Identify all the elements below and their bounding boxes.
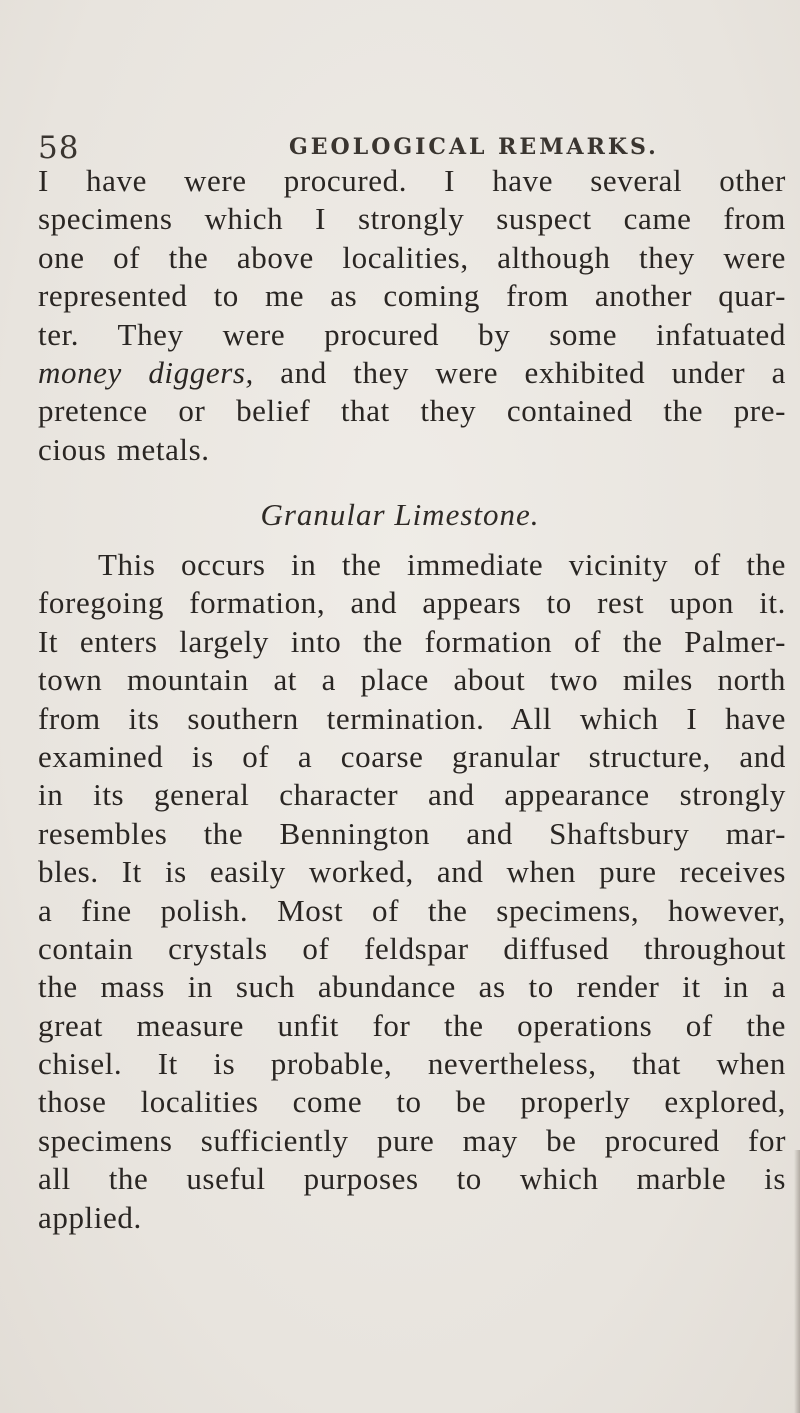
paragraph-line: contain crystals of feldspar diffused throughout [38,930,786,966]
paragraph-line: chisel. It is probable, nevertheless, that when [38,1046,786,1082]
paragraph-line: I have were procured. I have several other [38,163,786,198]
paragraph-line: all the useful purposes to which marble is [38,1161,786,1197]
running-head [38,130,778,164]
paragraph-line: This occurs in the immediate vicinity of the [98,547,786,582]
paragraph-line: It enters largely into the formation of the Palmer- [38,623,786,659]
italic-phrase: money diggers, [38,354,254,390]
paragraph-line: from its southern termination. All which I have [38,700,786,736]
paragraph-1 [38,162,786,469]
paragraph-line: foregoing formation, and appears to rest upon it. [38,585,786,621]
page-number: 58 [38,130,80,166]
paragraph-line: the mass in such abundance as to render it in a [38,969,786,1005]
paragraph-line: ter. They were procured by some infatuated [38,316,786,352]
paragraph-line: those localities come to be properly explored, [38,1084,786,1120]
paragraph-line-italic: money diggers, and they were exhibited under a [38,354,786,390]
paragraph-line: specimens which I strongly suspect came from [38,201,786,237]
paragraph-line: one of the above localities, although they were [38,239,786,275]
paragraph-line: in its general character and appearance strongly [38,777,786,813]
paragraph-line: a fine polish. Most of the specimens, however, [38,892,786,928]
paragraph-line: bles. It is easily worked, and when pure receives [38,854,786,890]
paragraph-line: pretence or belief that they contained the pre- [38,393,786,429]
paragraph-2 [38,546,786,1237]
paragraph-line: great measure unfit for the operations of the [38,1007,786,1043]
running-title: GEOLOGICAL REMARKS. [289,134,659,160]
paragraph-line: specimens sufficiently pure may be procured for [38,1122,786,1158]
page-edge-shadow [794,1150,800,1413]
paragraph-line: cious metals. [38,431,210,467]
paragraph-line: applied. [38,1199,142,1235]
section-heading: Granular Limestone. [260,497,540,532]
paragraph-line: examined is of a coarse granular structure, and [38,738,786,774]
paragraph-line: represented to me as coming from another quar- [38,278,786,314]
paragraph-line: town mountain at a place about two miles north [38,662,786,698]
paragraph-line: resembles the Bennington and Shaftsbury mar- [38,815,786,851]
